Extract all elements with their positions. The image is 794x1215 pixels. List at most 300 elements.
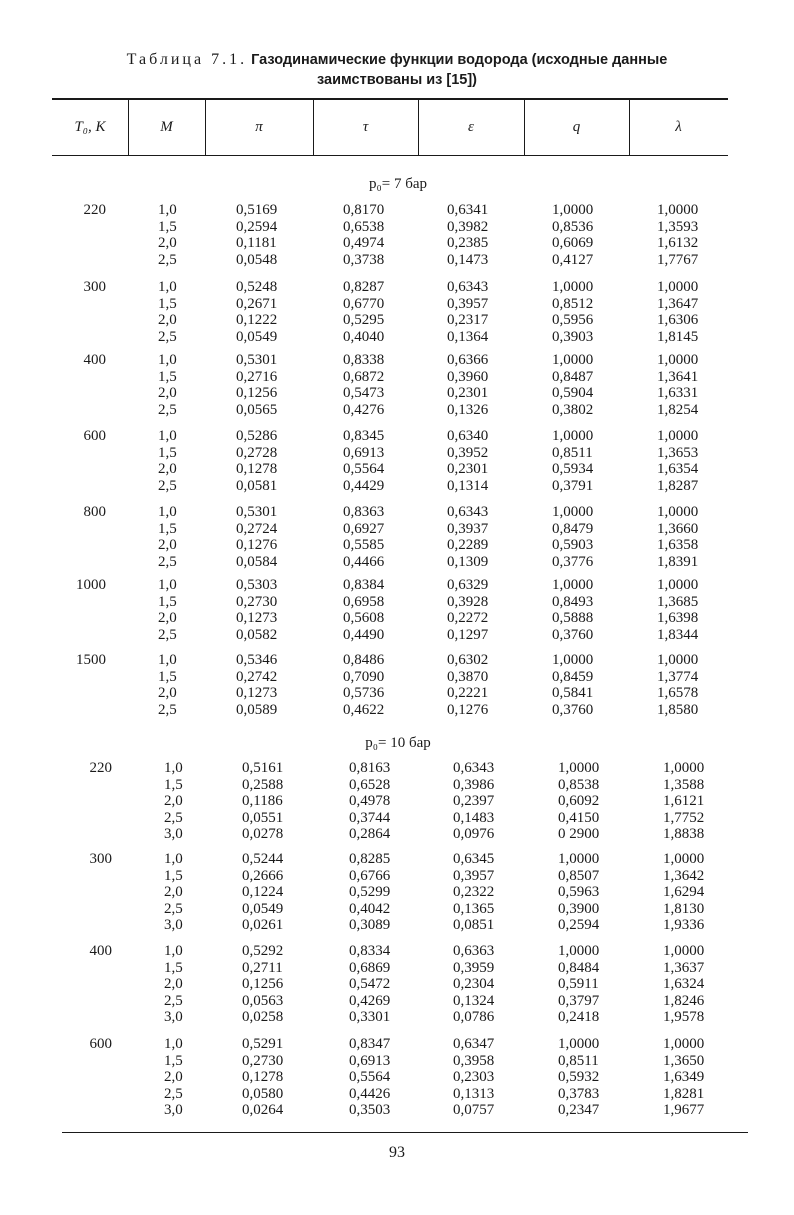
table-cell: 1,3637 bbox=[663, 959, 705, 976]
t0-value: 400 bbox=[89, 943, 112, 959]
table-cell: 0,6340 bbox=[447, 428, 489, 444]
table-cell: 0,2272 bbox=[447, 610, 489, 626]
table-cell: 0,2716 bbox=[236, 368, 278, 385]
table-cell: 0,5301 bbox=[236, 352, 278, 368]
table-cell: 0,3937 bbox=[447, 520, 489, 537]
t0-value: 600 bbox=[83, 428, 106, 444]
header-lambda: λ bbox=[675, 119, 682, 135]
table-cell: 0,2594 bbox=[236, 218, 278, 235]
table-cell: 0,8170 bbox=[343, 202, 385, 218]
t0-value: 400 bbox=[83, 352, 106, 368]
table-cell: 0,6302 bbox=[447, 652, 489, 668]
table-cell: 1,5 bbox=[158, 218, 177, 235]
table-cell: 0,8536 bbox=[552, 218, 594, 235]
table-cell: 0,8512 bbox=[552, 295, 594, 312]
table-cell: 0,2742 bbox=[236, 668, 278, 685]
table-cell: 1,6121 bbox=[663, 793, 705, 809]
table-cell: 1,0000 bbox=[558, 1036, 600, 1052]
table-cell: 0,2711 bbox=[242, 959, 283, 976]
table-cell: 0,3776 bbox=[552, 553, 594, 570]
table-cell: 1,5 bbox=[158, 444, 177, 461]
table-cell: 1,9677 bbox=[663, 1102, 705, 1118]
table-cell: 0,6341 bbox=[447, 202, 489, 218]
table-cell: 0,5888 bbox=[552, 610, 594, 626]
table-cell: 0,8486 bbox=[343, 652, 385, 668]
table-cell: 0,6872 bbox=[343, 368, 385, 385]
table-cell: 0,3783 bbox=[558, 1085, 600, 1102]
table-cell: 0,1324 bbox=[453, 992, 495, 1009]
table-cell: 0,4269 bbox=[349, 992, 391, 1009]
t0-value: 220 bbox=[83, 202, 106, 218]
table-cell: 0,1276 bbox=[447, 701, 489, 718]
table-cell: 0,2594 bbox=[558, 917, 600, 933]
table-cell: 1,0 bbox=[158, 202, 177, 218]
table-cell: 0,5903 bbox=[552, 537, 594, 553]
table-cell: 1,8130 bbox=[663, 900, 705, 917]
table-cell: 1,0000 bbox=[663, 1036, 705, 1052]
table-cell: 0,4426 bbox=[349, 1085, 391, 1102]
table-caption bbox=[40, 50, 754, 90]
table-cell: 2,5 bbox=[164, 1085, 183, 1102]
table-cell: 0,4490 bbox=[343, 626, 385, 643]
table-cell: 0,5291 bbox=[242, 1036, 284, 1052]
table-cell: 0,1278 bbox=[242, 1069, 284, 1085]
table-cell: 0,1256 bbox=[236, 385, 278, 401]
table-cell: 1,7752 bbox=[663, 809, 705, 826]
table-cell: 1,0000 bbox=[663, 760, 705, 776]
table-cell: 2,0 bbox=[164, 793, 183, 809]
table-cell: 0,8459 bbox=[552, 668, 594, 685]
table-cell: 0,3791 bbox=[552, 477, 594, 494]
table-cell: 2,5 bbox=[164, 992, 183, 1009]
table-cell: 0,5911 bbox=[558, 976, 599, 992]
table-cell: 1,0000 bbox=[657, 652, 699, 668]
t0-value: 220 bbox=[89, 760, 112, 776]
table-cell: 2,5 bbox=[158, 401, 177, 418]
table-cell: 0,8334 bbox=[349, 943, 391, 959]
table-cell: 2,0 bbox=[158, 685, 177, 701]
table-cell: 0,3760 bbox=[552, 701, 594, 718]
table-cell: 0,0548 bbox=[236, 251, 278, 268]
header-top-rule bbox=[52, 98, 728, 100]
header-epsilon: ε bbox=[468, 119, 474, 135]
table-cell: 0,6770 bbox=[343, 295, 385, 312]
table-cell: 1,0000 bbox=[663, 943, 705, 959]
table-cell: 2,5 bbox=[158, 477, 177, 494]
table-cell: 0,3797 bbox=[558, 992, 600, 1009]
table-cell: 0,3301 bbox=[349, 1009, 391, 1025]
table-cell: 1,6398 bbox=[657, 610, 699, 626]
table-cell: 1,5 bbox=[158, 520, 177, 537]
table-cell: 1,0 bbox=[164, 851, 183, 867]
table-cell: 0,0582 bbox=[236, 626, 278, 643]
table-cell: 0,8484 bbox=[558, 959, 600, 976]
table-cell: 1,9578 bbox=[663, 1009, 705, 1025]
table-cell: 0,4974 bbox=[343, 235, 385, 251]
table-cell: 0,8487 bbox=[552, 368, 594, 385]
table-cell: 0,0589 bbox=[236, 701, 278, 718]
table-cell: 0,3089 bbox=[349, 917, 391, 933]
table-cell: 1,5 bbox=[158, 668, 177, 685]
table-cell: 1,6358 bbox=[657, 537, 699, 553]
table-cell: 0,5244 bbox=[242, 851, 284, 867]
table-cell: 1,0000 bbox=[552, 202, 594, 218]
table-cell: 1,0000 bbox=[657, 279, 699, 295]
table-cell: 0,0757 bbox=[453, 1102, 495, 1118]
table-cell: 0,4040 bbox=[343, 328, 385, 345]
table-cell: 0,3959 bbox=[453, 959, 495, 976]
table-cell: 1,3641 bbox=[657, 368, 699, 385]
table-cell: 3,0 bbox=[164, 826, 183, 842]
table-cell: 1,3588 bbox=[663, 776, 705, 793]
table-cell: 1,6331 bbox=[657, 385, 699, 401]
table-cell: 0,0264 bbox=[242, 1102, 284, 1118]
table-cell: 0,5299 bbox=[349, 884, 391, 900]
table-cell: 1,0 bbox=[158, 352, 177, 368]
table-cell: 0,2728 bbox=[236, 444, 278, 461]
table-cell: 0,1483 bbox=[453, 809, 495, 826]
table-cell: 0,2730 bbox=[242, 1052, 284, 1069]
table-cell: 1,8344 bbox=[657, 626, 699, 643]
table-cell: 0,3986 bbox=[453, 776, 495, 793]
table-cell: 0,3957 bbox=[447, 295, 489, 312]
table-cell: 0,6927 bbox=[343, 520, 385, 537]
table-cell: 1,6324 bbox=[663, 976, 705, 992]
table-cell: 0,8511 bbox=[552, 444, 593, 461]
table-cell: 1,5 bbox=[164, 867, 183, 884]
table-cell: 0,5473 bbox=[343, 385, 385, 401]
table-cell: 0,3900 bbox=[558, 900, 600, 917]
table-cell: 0,5292 bbox=[242, 943, 284, 959]
table-cell: 0,2322 bbox=[453, 884, 495, 900]
table-cell: 0,1309 bbox=[447, 553, 489, 570]
table-cell: 0,8163 bbox=[349, 760, 391, 776]
table-cell: 1,0000 bbox=[552, 352, 594, 368]
t0-value: 300 bbox=[89, 851, 112, 867]
table-cell: 1,5 bbox=[158, 368, 177, 385]
table-cell: 0,1273 bbox=[236, 685, 278, 701]
t0-value: 800 bbox=[83, 504, 106, 520]
table-cell: 0,5564 bbox=[349, 1069, 391, 1085]
table-cell: 1,3642 bbox=[663, 867, 705, 884]
table-cell: 0,6345 bbox=[453, 851, 495, 867]
table-cell: 0,2289 bbox=[447, 537, 489, 553]
table-cell: 0,2418 bbox=[558, 1009, 600, 1025]
table-cell: 0,5934 bbox=[552, 461, 594, 477]
table-cell: 2,0 bbox=[164, 976, 183, 992]
table-cell: 1,8391 bbox=[657, 553, 699, 570]
table-cell: 1,6294 bbox=[663, 884, 705, 900]
header-t0: T₀, K bbox=[74, 119, 106, 135]
table-cell: 0,6069 bbox=[552, 235, 594, 251]
table-cell: 1,6354 bbox=[657, 461, 699, 477]
table-cell: 1,0000 bbox=[552, 577, 594, 593]
section-title: p₀= 7 бар bbox=[369, 176, 427, 192]
table-cell: 0,5963 bbox=[558, 884, 600, 900]
table-cell: 1,0 bbox=[158, 652, 177, 668]
table-cell: 1,3650 bbox=[663, 1052, 705, 1069]
table-cell: 0,3952 bbox=[447, 444, 489, 461]
table-cell: 2,0 bbox=[164, 884, 183, 900]
t0-value: 600 bbox=[89, 1036, 112, 1052]
table-cell: 0,0581 bbox=[236, 477, 278, 494]
table-cell: 1,8145 bbox=[657, 328, 699, 345]
table-cell: 1,0000 bbox=[552, 652, 594, 668]
table-cell: 0,5472 bbox=[349, 976, 391, 992]
table-cell: 0,4150 bbox=[558, 809, 600, 826]
table-cell: 0,1186 bbox=[242, 793, 283, 809]
table-cell: 0,8338 bbox=[343, 352, 385, 368]
table-cell: 0,3503 bbox=[349, 1102, 391, 1118]
table-cell: 1,0 bbox=[158, 504, 177, 520]
table-cell: 0,5564 bbox=[343, 461, 385, 477]
table-cell: 0,2301 bbox=[447, 385, 489, 401]
table-cell: 0,1181 bbox=[236, 235, 277, 251]
table-cell: 0,2724 bbox=[236, 520, 278, 537]
table-cell: 1,0000 bbox=[558, 760, 600, 776]
table-cell: 0,1314 bbox=[447, 477, 489, 494]
table-cell: 1,0000 bbox=[558, 851, 600, 867]
table-cell: 0,2221 bbox=[447, 685, 489, 701]
table-cell: 0,2347 bbox=[558, 1102, 600, 1118]
table-cell: 0,1256 bbox=[242, 976, 284, 992]
table-cell: 0,3870 bbox=[447, 668, 489, 685]
table-cell: 0,6343 bbox=[453, 760, 495, 776]
table-cell: 0,5161 bbox=[242, 760, 284, 776]
section-title: p₀= 10 бар bbox=[365, 735, 431, 751]
table-cell: 0,3744 bbox=[349, 809, 391, 826]
table-cell: 0,8479 bbox=[552, 520, 594, 537]
table-cell: 1,8580 bbox=[657, 701, 699, 718]
table-cell: 1,5 bbox=[164, 959, 183, 976]
table-cell: 3,0 bbox=[164, 1009, 183, 1025]
table-cell: 0,0580 bbox=[242, 1085, 284, 1102]
table-cell: 0,5585 bbox=[343, 537, 385, 553]
table-cell: 0,6913 bbox=[343, 444, 385, 461]
header-pi: π bbox=[255, 119, 263, 135]
header-bottom-rule bbox=[52, 155, 728, 156]
table-cell: 0,4276 bbox=[343, 401, 385, 418]
table-cell: 1,6349 bbox=[663, 1069, 705, 1085]
table-cell: 0,8493 bbox=[552, 593, 594, 610]
table-title-line1: Газодинамические функции водорода (исходные данные bbox=[251, 52, 668, 68]
table-cell: 2,5 bbox=[158, 251, 177, 268]
table-cell: 0,5956 bbox=[552, 312, 594, 328]
table-cell: 0,8507 bbox=[558, 867, 600, 884]
t0-value: 1000 bbox=[76, 577, 106, 593]
table-cell: 0,6347 bbox=[453, 1036, 495, 1052]
table-cell: 0,0786 bbox=[453, 1009, 495, 1025]
table-cell: 1,8281 bbox=[663, 1085, 705, 1102]
table-cell: 1,6306 bbox=[657, 312, 699, 328]
table-cell: 0,2385 bbox=[447, 235, 489, 251]
table-cell: 2,0 bbox=[164, 1069, 183, 1085]
table-cell: 0,2317 bbox=[447, 312, 489, 328]
table-cell: 0,1313 bbox=[453, 1085, 495, 1102]
table-cell: 0,2588 bbox=[242, 776, 284, 793]
table-cell: 0,4042 bbox=[349, 900, 391, 917]
table-cell: 1,3593 bbox=[657, 218, 699, 235]
table-cell: 1,3653 bbox=[657, 444, 699, 461]
table-cell: 0,5248 bbox=[236, 279, 278, 295]
table-cell: 0,2730 bbox=[236, 593, 278, 610]
table-cell: 1,8254 bbox=[657, 401, 699, 418]
table-cell: 1,7767 bbox=[657, 251, 699, 268]
table-cell: 0,6092 bbox=[558, 793, 600, 809]
table-cell: 0,5286 bbox=[236, 428, 278, 444]
table-cell: 0,0565 bbox=[236, 401, 278, 418]
table-cell: 0,2301 bbox=[447, 461, 489, 477]
table-cell: 0,5301 bbox=[236, 504, 278, 520]
table-cell: 0,8285 bbox=[349, 851, 391, 867]
table-cell: 1,5 bbox=[158, 593, 177, 610]
table-cell: 0,6913 bbox=[349, 1052, 391, 1069]
table-cell: 0,3928 bbox=[447, 593, 489, 610]
table-cell: 0,5608 bbox=[343, 610, 385, 626]
table-cell: 1,0 bbox=[158, 428, 177, 444]
table-cell: 2,5 bbox=[164, 809, 183, 826]
table-title-line2: заимствованы из [15]) bbox=[317, 72, 477, 88]
table-cell: 2,5 bbox=[158, 553, 177, 570]
table-cell: 0,8384 bbox=[343, 577, 385, 593]
table-cell: 1,0 bbox=[164, 1036, 183, 1052]
table-cell: 0,0563 bbox=[242, 992, 284, 1009]
table-cell: 0,1273 bbox=[236, 610, 278, 626]
table-cell: 1,0000 bbox=[558, 943, 600, 959]
table-cell: 2,5 bbox=[164, 900, 183, 917]
table-cell: 1,0000 bbox=[552, 279, 594, 295]
table-cell: 0,3960 bbox=[447, 368, 489, 385]
table-cell: 0,2304 bbox=[453, 976, 495, 992]
table-cell: 0,3760 bbox=[552, 626, 594, 643]
table-cell: 0,6343 bbox=[447, 279, 489, 295]
table-cell: 2,5 bbox=[158, 626, 177, 643]
table-label: Таблица 7.1. bbox=[126, 51, 248, 68]
table-cell: 0,6329 bbox=[447, 577, 489, 593]
table-cell: 2,0 bbox=[158, 537, 177, 553]
table-cell: 2,0 bbox=[158, 312, 177, 328]
table-cell: 1,0 bbox=[158, 279, 177, 295]
table-cell: 0,3903 bbox=[552, 328, 594, 345]
table-cell: 0,3738 bbox=[343, 251, 385, 268]
table-cell: 0,4978 bbox=[349, 793, 391, 809]
table-cell: 0,2397 bbox=[453, 793, 495, 809]
table-cell: 1,0 bbox=[164, 943, 183, 959]
table-cell: 1,0000 bbox=[552, 428, 594, 444]
table-cell: 2,0 bbox=[158, 385, 177, 401]
table-cell: 0,8511 bbox=[558, 1052, 599, 1069]
table-cell: 0,1224 bbox=[242, 884, 284, 900]
table-cell: 1,0 bbox=[158, 577, 177, 593]
table-cell: 0,1278 bbox=[236, 461, 278, 477]
table-cell: 3,0 bbox=[164, 917, 183, 933]
table-cell: 0,5904 bbox=[552, 385, 594, 401]
table-cell: 2,0 bbox=[158, 610, 177, 626]
table-cell: 0,6363 bbox=[453, 943, 495, 959]
table-cell: 1,0000 bbox=[663, 851, 705, 867]
table-cell: 0,1365 bbox=[453, 900, 495, 917]
table-cell: 0,0278 bbox=[242, 826, 284, 842]
table-cell: 1,3774 bbox=[657, 668, 699, 685]
table-cell: 0,4429 bbox=[343, 477, 385, 494]
table-cell: 0,4622 bbox=[343, 701, 385, 718]
table-cell: 1,5 bbox=[164, 776, 183, 793]
header-q: q bbox=[572, 119, 581, 135]
page-number: 93 bbox=[389, 1144, 405, 1161]
t0-value: 1500 bbox=[76, 652, 106, 668]
table-cell: 0,5736 bbox=[343, 685, 385, 701]
table-cell: 0,3957 bbox=[453, 867, 495, 884]
table-cell: 0,6343 bbox=[447, 504, 489, 520]
table-cell: 0,1326 bbox=[447, 401, 489, 418]
table-cell: 0,8363 bbox=[343, 504, 385, 520]
table-cell: 1,3685 bbox=[657, 593, 699, 610]
table-cell: 0,2864 bbox=[349, 826, 391, 842]
table-cell: 0,6958 bbox=[343, 593, 385, 610]
header-mach: M bbox=[160, 119, 173, 135]
table-cell: 0,5169 bbox=[236, 202, 278, 218]
table-cell: 0,0851 bbox=[453, 917, 495, 933]
t0-value: 300 bbox=[83, 279, 106, 295]
table-cell: 1,0 bbox=[164, 760, 183, 776]
table-cell: 0,8287 bbox=[343, 279, 385, 295]
table-cell: 0,0976 bbox=[453, 826, 495, 842]
table-cell: 1,6132 bbox=[657, 235, 699, 251]
table-cell: 0,6869 bbox=[349, 959, 391, 976]
table-cell: 1,5 bbox=[164, 1052, 183, 1069]
table-cell: 0,2666 bbox=[242, 867, 284, 884]
table-cell: 1,0000 bbox=[657, 577, 699, 593]
table-cell: 1,0000 bbox=[657, 428, 699, 444]
table-cell: 0,0261 bbox=[242, 917, 284, 933]
table-cell: 2,5 bbox=[158, 328, 177, 345]
table-cell: 0,0258 bbox=[242, 1009, 284, 1025]
table-cell: 0,2303 bbox=[453, 1069, 495, 1085]
table-cell: 1,9336 bbox=[663, 917, 705, 933]
footer-rule bbox=[62, 1132, 748, 1133]
table-cell: 0,6766 bbox=[349, 867, 391, 884]
table-cell: 0,6538 bbox=[343, 218, 385, 235]
table-cell: 1,6578 bbox=[657, 685, 699, 701]
table-cell: 1,0000 bbox=[657, 202, 699, 218]
table-cell: 2,0 bbox=[158, 235, 177, 251]
table-cell: 0,5295 bbox=[343, 312, 385, 328]
table-cell: 0,6528 bbox=[349, 776, 391, 793]
table-cell: 1,0000 bbox=[657, 504, 699, 520]
table-cell: 0 2900 bbox=[558, 826, 600, 842]
table-cell: 0,5303 bbox=[236, 577, 278, 593]
table-cell: 2,5 bbox=[158, 701, 177, 718]
table-cell: 0,4466 bbox=[343, 553, 385, 570]
table-cell: 0,8345 bbox=[343, 428, 385, 444]
table-cell: 0,1364 bbox=[447, 328, 489, 345]
table-cell: 1,3660 bbox=[657, 520, 699, 537]
table-cell: 1,8246 bbox=[663, 992, 705, 1009]
table-cell: 0,3958 bbox=[453, 1052, 495, 1069]
table-cell: 1,5 bbox=[158, 295, 177, 312]
table-cell: 0,4127 bbox=[552, 251, 594, 268]
table-cell: 0,0584 bbox=[236, 553, 278, 570]
table-cell: 0,5841 bbox=[552, 685, 594, 701]
table-cell: 0,8347 bbox=[349, 1036, 391, 1052]
table-cell: 1,8838 bbox=[663, 826, 705, 842]
table-cell: 2,0 bbox=[158, 461, 177, 477]
table-cell: 0,0549 bbox=[242, 900, 284, 917]
table-cell: 0,1222 bbox=[236, 312, 278, 328]
table-cell: 1,0000 bbox=[657, 352, 699, 368]
table-cell: 0,8538 bbox=[558, 776, 600, 793]
table-cell: 0,1276 bbox=[236, 537, 278, 553]
